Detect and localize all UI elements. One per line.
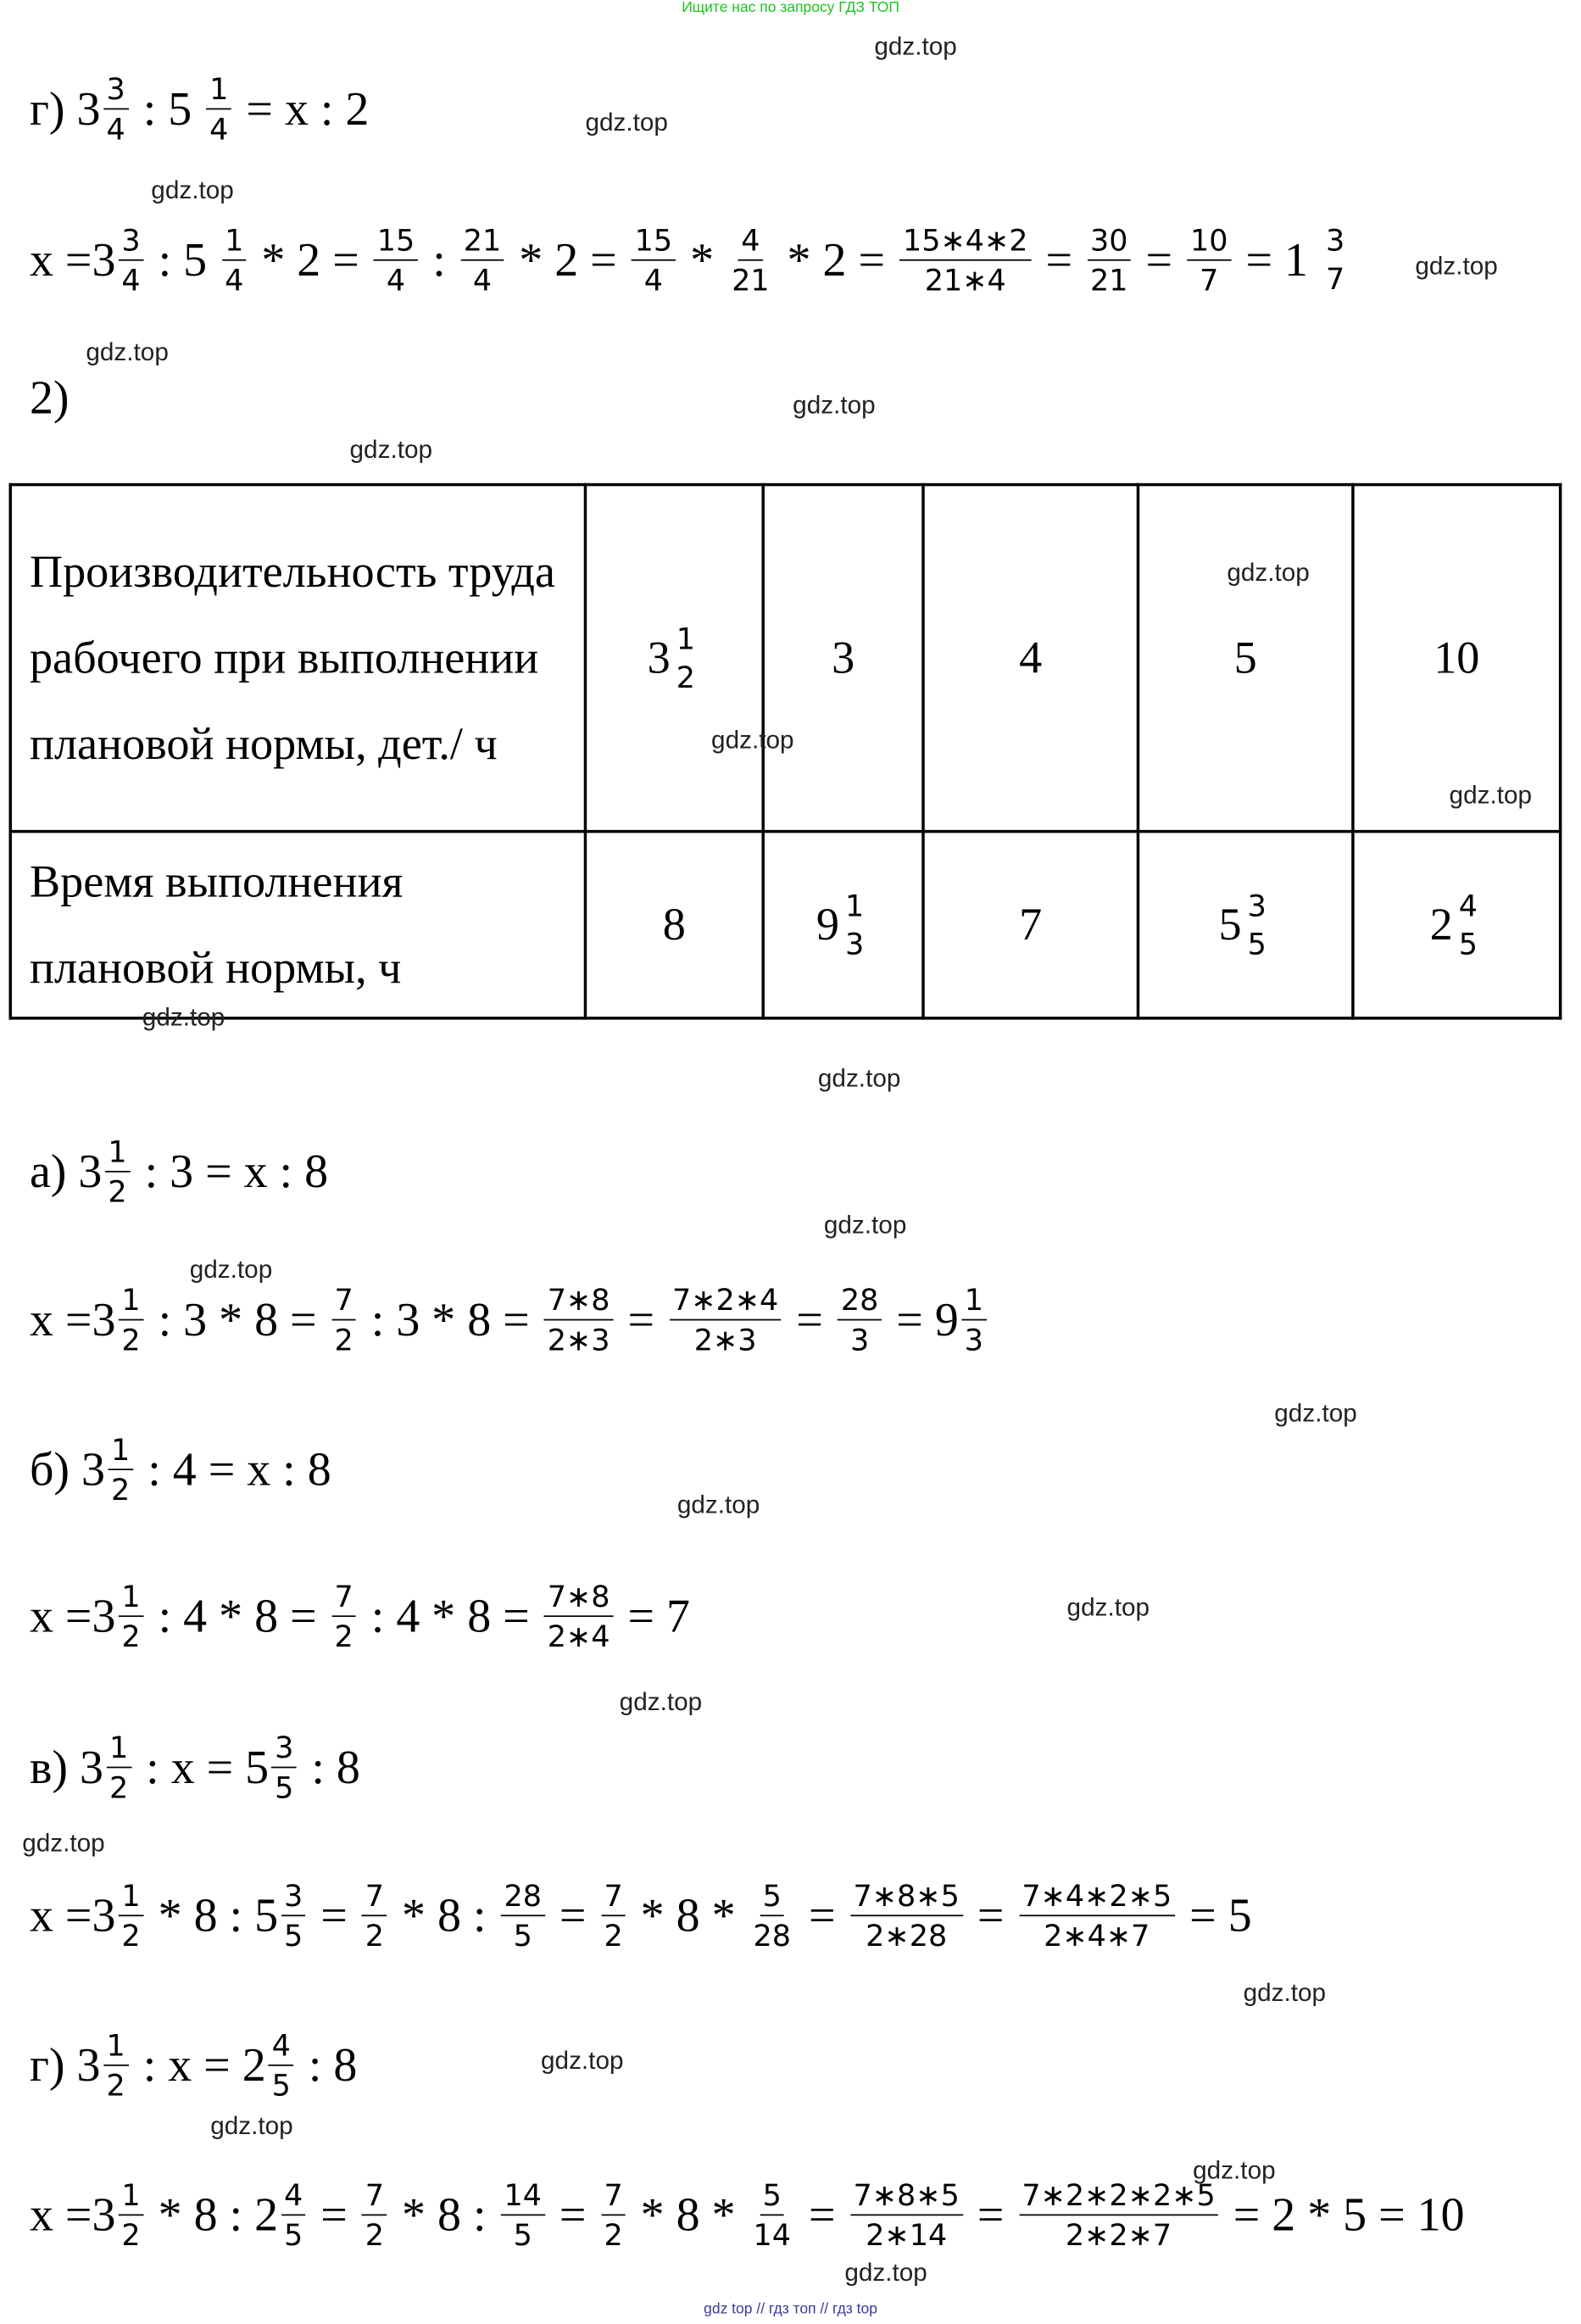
watermark: gdz.top [619,1687,703,1717]
a-equation: а) 3 $\frac{1}{2}$ : 3 = x : 8 [29,1133,329,1209]
g2-solution: x = 3 $\frac{1}{2}$ * 8 : 2 $\frac{4}{5}$ = $\frac{7}{2}$ * 8 : $\frac{14}{5}$ = $\frac{7}{2}$ * 8 * $\frac{5}{14}$ = $\frac{7∗8∗5}{2∗14}$ = $\frac{7∗2∗2∗2∗5}{2∗2∗7}$ = 2 * 5 = 10 [29,2176,1465,2253]
table-cell: 5 3 5 [1138,832,1352,1018]
part1-solution: x = 3 $\frac{3}{4}$ : 5 $\frac{1}{4}$ * 2 = $\frac{15}{4}$ : $\frac{21}{4}$ * 2 = $\frac{15}{4}$ * $\frac{4}{21}$ * 2 = $\frac{15∗4∗2}{21∗4}$ = $\frac{30}{21}$ = $\frac{10}{7}$ = 1 3 7 [29,221,1345,298]
v-equation: в) 3 $\frac{1}{2}$ : x = 5 $\frac{3}{5}$ : 8 [29,1729,360,1805]
table-cell: 3 1 2 [585,485,763,832]
watermark: gdz.top [1243,1978,1327,2007]
watermark: gdz.top [585,108,668,137]
table-cell-productivity-head: Производительность труда рабочего при выполнении плановой нормы, дет./ ч [10,485,585,832]
part2-label: 2) [29,371,70,424]
mixed-number: 3 $\frac{3}{4}$ [77,74,131,143]
table-cell: 2 4 5 [1353,832,1561,1018]
mixed-number: 5 $\frac{1}{4}$ [168,74,234,143]
watermark: gdz.top [844,2258,927,2288]
watermark: gdz.top [22,1829,105,1858]
table-cell: 3 [763,485,923,832]
watermark: gdz.top [823,1211,907,1240]
table-cell-time-head: Время выполнения плановой нормы, ч [10,832,585,1018]
watermark: gdz.top [1193,2156,1276,2185]
watermark: gdz.top [1227,558,1310,588]
table-cell: 7 [923,832,1138,1018]
watermark: gdz.top [676,1491,760,1519]
part1-equation: г) 3 $\frac{3}{4}$ : 5 $\frac{1}{4}$ = x : 2 [29,70,370,147]
watermark: gdz.top [1274,1399,1357,1428]
x-prefix: x = [29,231,92,286]
watermark: gdz.top [1449,781,1533,810]
part1-eq-rest: = x : 2 [246,81,370,135]
table-cell: 10 [1353,485,1561,832]
b-solution: x = 3 $\frac{1}{2}$ : 4 * 8 = $\frac{7}{2}$ : 4 * 8 = $\frac{7∗8}{2∗4}$ = 7 [29,1577,690,1653]
watermark: gdz.top [151,176,234,205]
watermark: gdz.top [142,1003,225,1032]
watermark: gdz.top [86,337,169,366]
a-solution: x = 3 $\frac{1}{2}$ : 3 * 8 = $\frac{7}{2}$ : 3 * 8 = $\frac{7∗8}{2∗3}$ = $\frac{7∗2∗4}{2∗3}$ = $\frac{28}{3}$ = 9 $\frac{1}{3}$ [30,1260,989,1379]
watermark: gdz.top [1415,252,1498,281]
watermark: gdz.top [793,391,876,420]
part1-letter: г) [29,81,65,135]
table-row [10,485,1560,832]
table-cell: 9 1 3 [763,832,923,1018]
table-cell: 8 [585,832,763,1018]
watermark: gdz.top [1066,1593,1150,1622]
watermark: gdz.top [541,2046,624,2076]
watermark: gdz.top [711,726,794,755]
b-equation: б) 3 $\frac{1}{2}$ : 4 = x : 8 [29,1430,331,1507]
v-solution: x = 3 $\frac{1}{2}$ * 8 : 5 $\frac{3}{5}$ = $\frac{7}{2}$ * 8 : $\frac{28}{5}$ = $\frac{7}{2}$ * 8 * $\frac{5}{28}$ = $\frac{7∗8∗5}{2∗28}$ = $\frac{7∗4∗2∗5}{2∗4∗7}$ = 5 [29,1876,1252,1953]
watermark: gdz.top [817,1064,901,1093]
g2-equation: г) 3 $\frac{1}{2}$ : x = 2 $\frac{4}{5}$ : 8 [29,2026,358,2103]
footer-links[interactable]: gdz top // гдз топ // гдз top [704,2301,877,2318]
watermark: gdz.top [189,1255,273,1284]
table-cell: 4 [923,485,1138,832]
watermark: gdz.top [874,32,957,61]
watermark: gdz.top [210,2111,293,2141]
table-row [10,832,1560,1018]
top-banner[interactable]: Ищите нас по запросу ГДЗ ТОП [682,0,899,17]
watermark: gdz.top [349,435,433,465]
table-cell: 5 [1138,485,1352,832]
